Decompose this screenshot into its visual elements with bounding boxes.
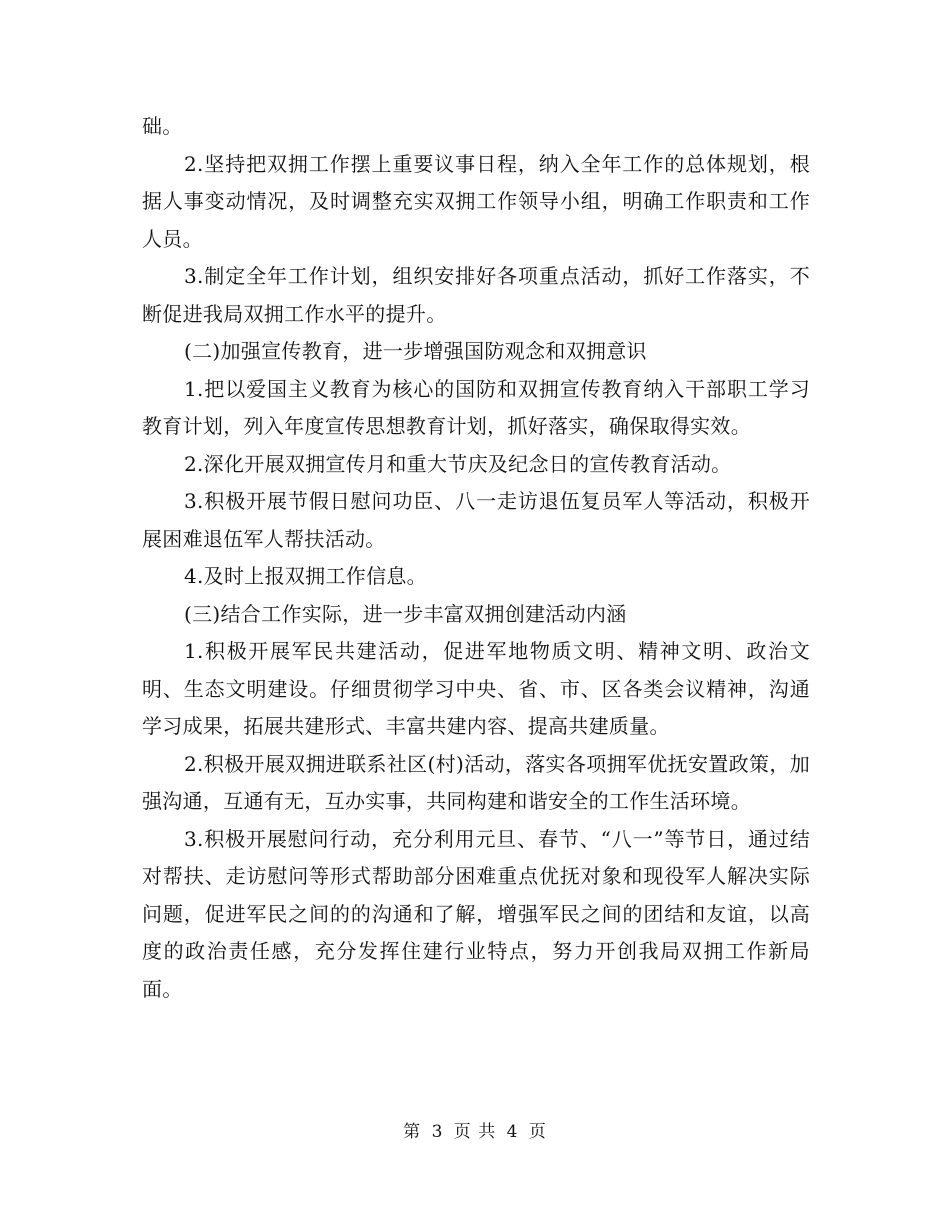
- paragraph-continuation: 础。: [142, 114, 183, 138]
- footer-suffix: 页: [528, 1122, 547, 1142]
- footer-total-pages: 4: [506, 1122, 519, 1142]
- footer-current-page: 3: [431, 1122, 444, 1142]
- paragraph-item: 2.深化开展双拥宣传月和重大节庆及纪念日的宣传教育活动。: [184, 451, 732, 476]
- footer-middle: 页 共: [453, 1122, 497, 1142]
- paragraph-item: 1.积极开展军民共建活动，促进军地物质文明、精神文明、政治文明、生态文明建设。仔细贯彻学习中央、省、市、区各类会议精神，沟通学习成果，拓展共建形式、丰富共建内容、提高共建质量。: [142, 639, 810, 738]
- paragraph-item: 1.把以爱国主义教育为核心的国防和双拥宣传教育纳入干部职工学习教育计划，列入年度宣传思想教育计划，抓好落实，确保取得实效。: [142, 376, 810, 438]
- footer-prefix: 第: [403, 1122, 422, 1142]
- section-heading: (三)结合工作实际，进一步丰富双拥创建活动内涵: [184, 601, 627, 626]
- paragraph-item: 3.积极开展慰问行动，充分利用元旦、春节、“八一”等节日，通过结对帮扶、走访慰问等形式帮助部分困难重点优抚对象和现役军人解决实际问题，促进军民之间的的沟通和了解，增强军民之间的团结和友谊，以高度的政治责任感，充分发挥住建行业特点，努力开创我局双拥工作新局面。: [142, 826, 810, 1001]
- paragraph-item: 3.积极开展节假日慰问功臣、八一走访退伍复员军人等活动，积极开展困难退伍军人帮扶活动。: [142, 489, 810, 551]
- paragraph-item: 3.制定全年工作计划，组织安排好各项重点活动，抓好工作落实，不断促进我局双拥工作水平的提升。: [142, 264, 810, 326]
- paragraph-item: 2.坚持把双拥工作摆上重要议事日程，纳入全年工作的总体规划，根据人事变动情况，及时调整充实双拥工作领导小组，明确工作职责和工作人员。: [142, 151, 810, 251]
- section-heading: (二)加强宣传教育，进一步增强国防观念和双拥意识: [184, 339, 647, 363]
- paragraph-item: 2.积极开展双拥进联系社区(村)活动，落实各项拥军优抚安置政策，加强沟通，互通有无，互办实事，共同构建和谐安全的工作生活环境。: [142, 751, 810, 813]
- page-footer: [0, 1117, 950, 1142]
- document-body: [142, 108, 810, 1008]
- paragraph-item: 4.及时上报双拥工作信息。: [184, 564, 427, 588]
